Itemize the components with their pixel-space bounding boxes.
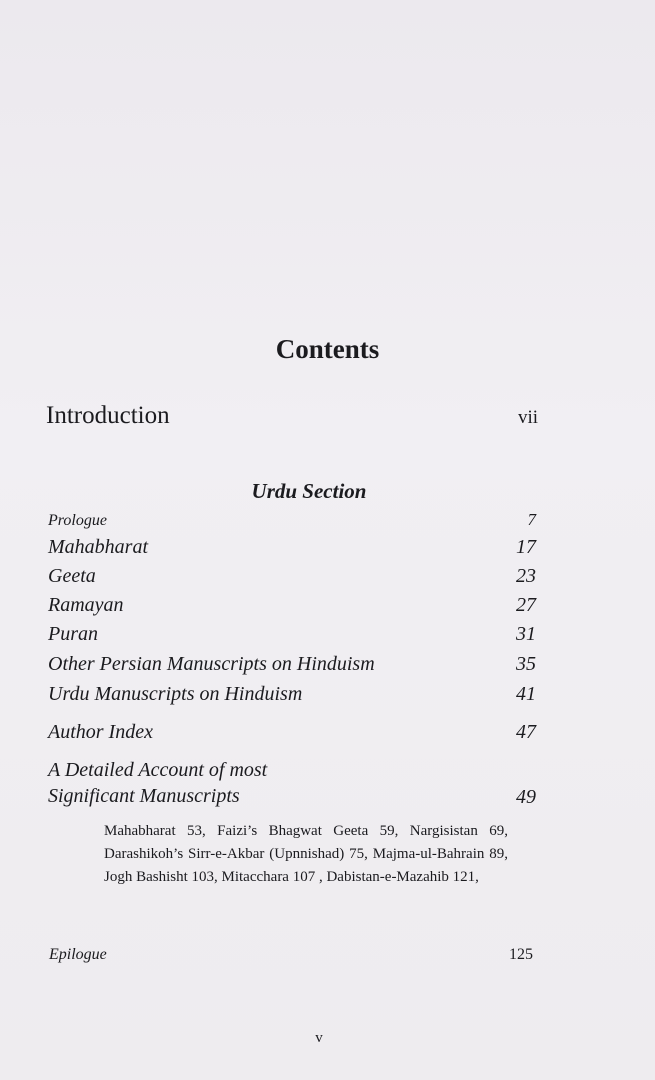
toc-entry-page: 47 xyxy=(516,721,536,743)
toc-entry-label-line2: Significant Manuscripts xyxy=(48,785,240,807)
toc-entry-page: 35 xyxy=(516,653,536,675)
toc-entry-label: Author Index xyxy=(48,721,153,743)
section-heading: Urdu Section xyxy=(251,479,367,503)
toc-entry-page: 27 xyxy=(516,594,536,616)
toc-entry-ramayan xyxy=(48,594,536,617)
toc-entry-label: Epilogue xyxy=(49,946,107,963)
toc-entry-label: Other Persian Manuscripts on Hinduism xyxy=(48,653,375,675)
toc-entry-prologue xyxy=(48,510,536,530)
toc-entry-puran xyxy=(48,623,536,646)
page-title: Contents xyxy=(275,334,380,364)
toc-entry-urdu-manuscripts xyxy=(48,683,536,706)
toc-entry-page: vii xyxy=(517,407,538,428)
toc-entry-page: 41 xyxy=(516,683,536,705)
toc-entry-other-persian-manuscripts xyxy=(48,653,536,676)
toc-entry-introduction xyxy=(46,402,538,430)
toc-entry-page: 125 xyxy=(509,946,533,963)
toc-entry-label: Ramayan xyxy=(48,594,124,616)
toc-entry-label: Introduction xyxy=(46,402,170,429)
toc-entry-label: Prologue xyxy=(48,512,107,529)
toc-entry-label xyxy=(48,757,267,809)
toc-entry-page: 7 xyxy=(527,510,536,529)
toc-entry-page: 31 xyxy=(516,623,536,645)
toc-entry-label: Urdu Manuscripts on Hinduism xyxy=(48,683,303,705)
toc-entry-mahabharat xyxy=(48,536,536,559)
toc-entry-label: Geeta xyxy=(48,565,96,587)
page-number: v xyxy=(315,1030,323,1046)
toc-entry-author-index xyxy=(48,721,536,744)
toc-entry-label: Puran xyxy=(48,623,98,645)
toc-entry-subitems: Mahabharat 53, Faizi’s Bhagwat Geeta 59, Nargisistan 69, Darashikoh’s Sirr-e-Akbar (Upnnishad) 75, Majma-ul-Bahrain 89, Jogh Bashisht 103, Mitacchara 107 , Dabistan-e-Mazahib 121, xyxy=(104,823,508,885)
toc-entry-page: 49 xyxy=(516,786,536,808)
toc-entry-label: Mahabharat xyxy=(48,536,148,558)
toc-entry-label-line1: A Detailed Account of most xyxy=(48,759,268,781)
toc-entry-geeta xyxy=(48,565,536,588)
toc-entry-detailed-account xyxy=(48,757,536,809)
toc-entry-page: 17 xyxy=(516,536,536,558)
toc-entry-page: 23 xyxy=(516,565,536,587)
toc-entry-epilogue xyxy=(49,946,533,964)
